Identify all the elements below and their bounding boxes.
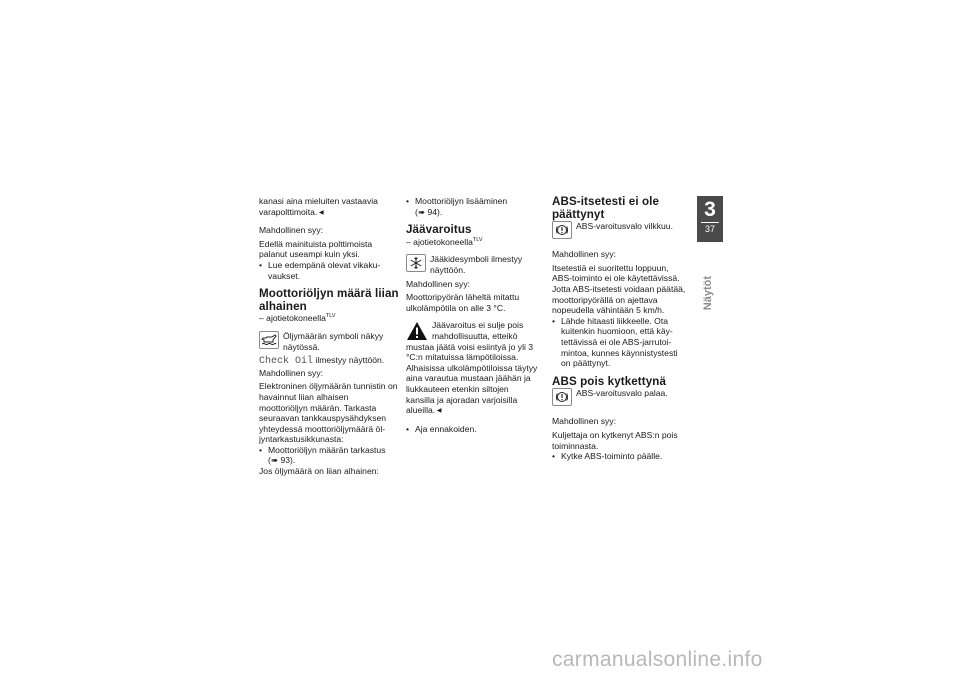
chapter-tab (697, 196, 723, 242)
column-1 (259, 196, 399, 477)
chapter-label-text: Näytöt (702, 276, 714, 311)
paragraph: kanasi aina mieluiten vastaavia varapolttimoita. ◀ (259, 196, 399, 218)
icon-description: Öljymäärän symboli näkyy näytössä. (283, 330, 384, 352)
icon-description: ABS-varoitusvalo palaa. (576, 388, 668, 399)
paragraph: Edellä mainituista polttimoista palanut useampi kuin yksi. (259, 238, 373, 260)
check-oil-rest: ilmestyy näyttöön. (313, 355, 385, 366)
cause-label: Mahdollinen syy: (552, 416, 617, 427)
warning-triangle-icon (406, 321, 428, 341)
heading-oil-level: Moottoriöljyn määrä liian alhainen (259, 287, 399, 313)
paragraph: Jos öljymäärä on liian alhainen: (259, 466, 379, 477)
paragraph: Elektroninen öljymäärän tunnistin on havainnut liian alhaisen moottoriöljyn määrän. Tarkasta seuraavan tankkauspysähdyksen yhteydessä moottoriöljymäärä öljyntarkastusikkunasta: (259, 381, 398, 445)
column-3 (552, 196, 687, 462)
condition-line (259, 313, 399, 324)
abs-symbol-row (552, 388, 687, 406)
cause-label: Mahdollinen syy: (259, 367, 324, 378)
condition-text: ajotietokoneella (266, 313, 326, 324)
paragraph: Itsetestiä ei suoritettu loppuun, ABS-toiminto ei ole käytettävissä. Jotta ABS-itsetesti voidaan päätää, moottoripyörällä on ajettava nopeudella vähintään 5 km/h. (552, 262, 686, 316)
paragraph: Alhaisissa ulkolämpötiloissa täytyy aina varautua mustaan jäähän ja liukkauteen etenkin siltojen kansilla ja ajoradan varjoisilla alueilla. ◀ (406, 363, 539, 417)
bullet-item: • Lue edempänä olevat vikakuvaukset. (259, 260, 399, 281)
page-reference: (➠ 94). (415, 206, 443, 217)
condition-text: ajotietokoneella (413, 236, 473, 247)
oil-symbol-row (259, 331, 399, 352)
paragraph: Moottoripyörän läheltä mitattu ulkolämpötila on alle 3 °C. (406, 292, 520, 313)
bullet-item: • Moottoriöljyn lisääminen (406, 196, 539, 207)
ice-crystal-icon (406, 254, 426, 272)
tlv-superscript: TLV (325, 313, 336, 320)
abs-warning-light-icon (552, 221, 572, 239)
abs-symbol-row (552, 221, 687, 239)
page-reference: (➠ 93). (268, 455, 296, 466)
chapter-label (702, 276, 716, 326)
page-number: 37 (704, 224, 715, 234)
column-2 (406, 196, 539, 434)
condition-line (406, 237, 539, 248)
icon-description: Jääkidesymboli ilmestyy näyttöön. (430, 254, 523, 275)
heading-abs-off: ABS pois kytkettynä (552, 374, 667, 388)
check-oil-line (259, 355, 399, 368)
heading-abs-self-test: ABS-itsetesti ei ole päättynyt (552, 195, 660, 221)
cause-label: Mahdollinen syy: (406, 278, 471, 289)
warning-text: Jäävaroitus ei sulje pois mahdollisuutta, etteikö mustaa jäätä voisi esiintyä jo yli 3 °C:n mitatuissa lämpötiloissa. (406, 320, 534, 363)
oil-can-icon (259, 331, 279, 349)
cause-label: Mahdollinen syy: (259, 225, 324, 236)
check-oil-display-text: Check Oil (259, 356, 314, 368)
bullet-item: • Kytke ABS-toiminto päälle. (552, 451, 687, 462)
icon-description: ABS-varoitusvalo vilkkuu. (576, 221, 673, 232)
watermark: carmanualsonline.info (552, 648, 763, 671)
cause-label: Mahdollinen syy: (552, 249, 617, 260)
chapter-number: 3 (704, 198, 716, 221)
paragraph: Kuljettaja on kytkenyt ABS:n pois toiminnasta. (552, 429, 678, 451)
ice-symbol-row (406, 254, 539, 275)
bullet-item: • Lähde hitaasti liikkeelle. Ota kuitenkin huomioon, että käytettävissä ei ole ABS-jarrutoimintoa, kunnes käynnistystesti on päättynyt. (552, 316, 687, 369)
tlv-superscript: TLV (472, 236, 483, 243)
warning-block (406, 320, 539, 362)
bullet-item: • Moottoriöljyn määrän tarkastus (259, 445, 399, 456)
bullet-item: • Aja ennakoiden. (406, 424, 539, 435)
abs-warning-light-icon (552, 388, 572, 406)
heading-ice-warning: Jäävaroitus (406, 223, 472, 237)
